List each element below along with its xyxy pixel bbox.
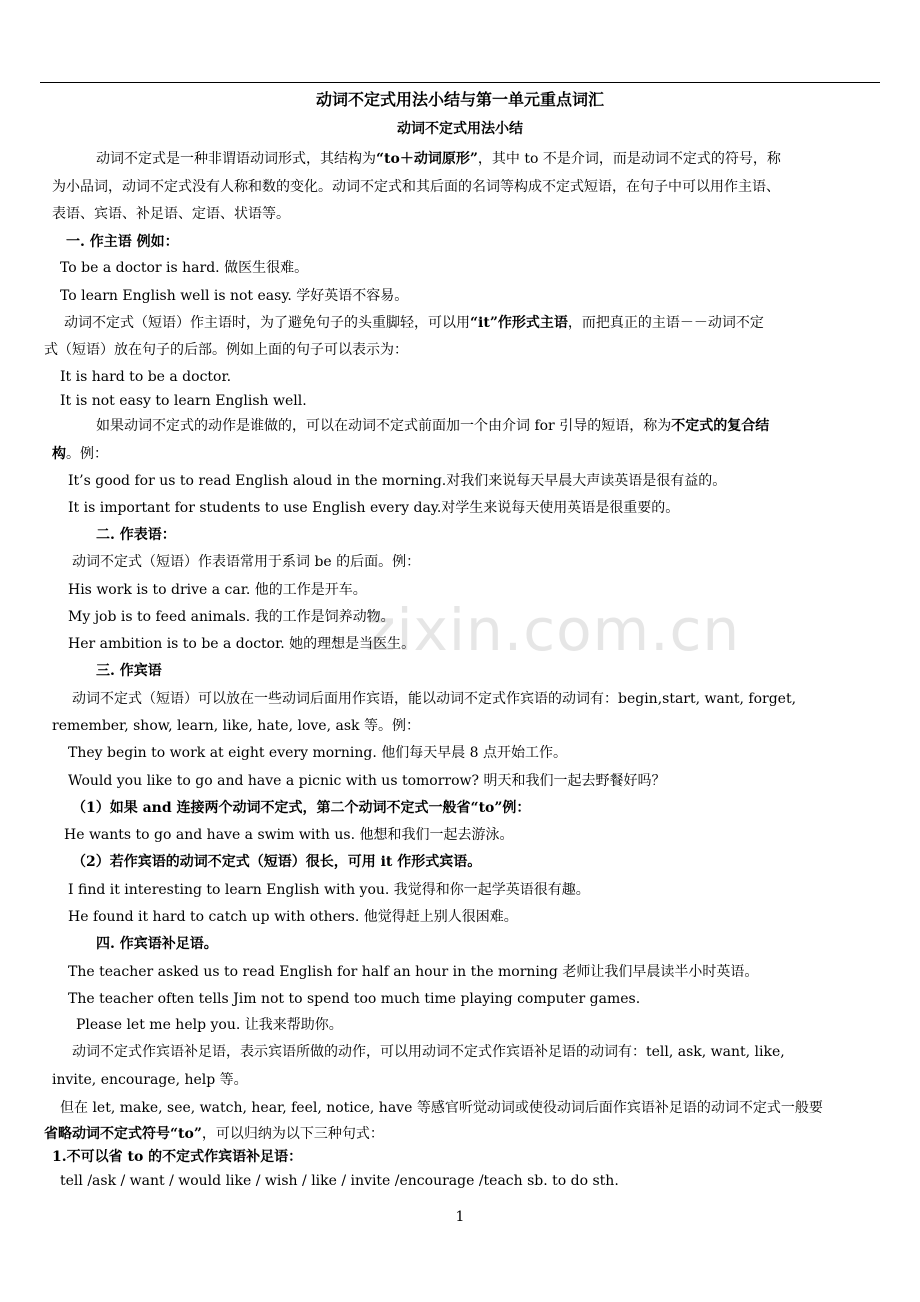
rule-heading: 1.不可以省 to 的不定式作宾语补足语： [52,1149,303,1165]
example-line: To be a doctor is hard. 做医生很难。 [60,260,309,276]
paragraph-line: invite, encourage, help 等。 [52,1072,248,1088]
example-line: Please let me help you. 让我来帮助你。 [76,1017,343,1033]
note-line: （1）如果 and 连接两个动词不定式，第二个动词不定式一般省“to”例： [72,800,531,816]
heading-object-complement: 四. 作宾语补足语。 [96,936,218,952]
paragraph-line: 构。例： [52,446,108,462]
paragraph-line: remember, show, learn, like, hate, love, ask 等。例： [52,718,420,734]
page-number: 1 [455,1209,465,1225]
watermark: zixin.com.cn [365,596,741,664]
section-subtitle: 动词不定式用法小结 [397,121,523,137]
heading-subject: 一. 作主语 例如： [66,234,179,250]
paragraph-line: 如果动词不定式的动作是谁做的，可以在动词不定式前面加一个由介词 for 引导的短语，称为不定式的复合结 [96,418,770,434]
paragraph-line: 动词不定式（短语）可以放在一些动词后面用作宾语，能以动词不定式作宾语的动词有：begin,start, want, forget, [72,691,797,707]
paragraph-line: 动词不定式（短语）作主语时，为了避免句子的头重脚轻，可以用“it”作形式主语，而把真正的主语－－动词不定 [64,315,764,331]
paragraph-line: 省略动词不定式符号“to”，可以归纳为以下三种句式： [44,1126,384,1142]
example-line: My job is to feed animals. 我的工作是饲养动物。 [68,609,395,625]
example-line: It’s good for us to read English aloud in the morning.对我们来说每天早晨大声读英语是很有益的。 [68,473,727,489]
paragraph-line: 式（短语）放在句子的后部。例如上面的句子可以表示为： [44,342,408,358]
example-line: Her ambition is to be a doctor. 她的理想是当医生。 [68,636,416,652]
example-line: I find it interesting to learn English with you. 我觉得和你一起学英语很有趣。 [68,882,590,898]
example-line: He found it hard to catch up with others. 他觉得赶上别人很困难。 [68,909,518,925]
example-line: They begin to work at eight every morning. 他们每天早晨 8 点开始工作。 [68,745,568,761]
example-line: To learn English well is not easy. 学好英语不容易。 [60,288,409,304]
intro-line-2: 为小品词，动词不定式没有人称和数的变化。动词不定式和其后面的名词等构成不定式短语，在句子中可以用作主语、 [52,179,780,195]
intro-line-3: 表语、宾语、补足语、定语、状语等。 [52,206,290,222]
paragraph-line: 动词不定式（短语）作表语常用于系词 be 的后面。例： [72,554,421,570]
example-line: The teacher asked us to read English for half an hour in the morning 老师让我们早晨读半小时英语。 [68,964,759,980]
example-line: tell /ask / want / would like / wish / like / invite /encourage /teach sb. to do sth. [60,1173,619,1189]
heading-predicative: 二. 作表语： [96,527,176,543]
example-line: Would you like to go and have a picnic with us tomorrow? 明天和我们一起去野餐好吗？ [68,773,666,789]
heading-object: 三. 作宾语 [96,663,162,679]
example-line: He wants to go and have a swim with us. 他想和我们一起去游泳。 [64,827,514,843]
header-rule [40,82,880,83]
paragraph-line: 动词不定式作宾语补足语，表示宾语所做的动作，可以用动词不定式作宾语补足语的动词有：tell, ask, want, like, [72,1044,785,1060]
example-line: It is not easy to learn English well. [60,393,307,409]
example-line: The teacher often tells Jim not to spend too much time playing computer games. [68,991,641,1007]
document-title: 动词不定式用法小结与第一单元重点词汇 [315,90,604,109]
example-line: It is hard to be a doctor. [60,369,232,385]
example-line: It is important for students to use English every day.对学生来说每天使用英语是很重要的。 [68,500,680,516]
note-line: （2）若作宾语的动词不定式（短语）很长，可用 it 作形式宾语。 [72,854,482,870]
intro-line-1: 动词不定式是一种非谓语动词形式，其结构为“to＋动词原形”，其中 to 不是介词，而是动词不定式的符号，称 [96,151,781,167]
paragraph-line: 但在 let, make, see, watch, hear, feel, notice, have 等感官听觉动词或使役动词后面作宾语补足语的动词不定式一般要 [60,1100,823,1116]
example-line: His work is to drive a car. 他的工作是开车。 [68,582,367,598]
